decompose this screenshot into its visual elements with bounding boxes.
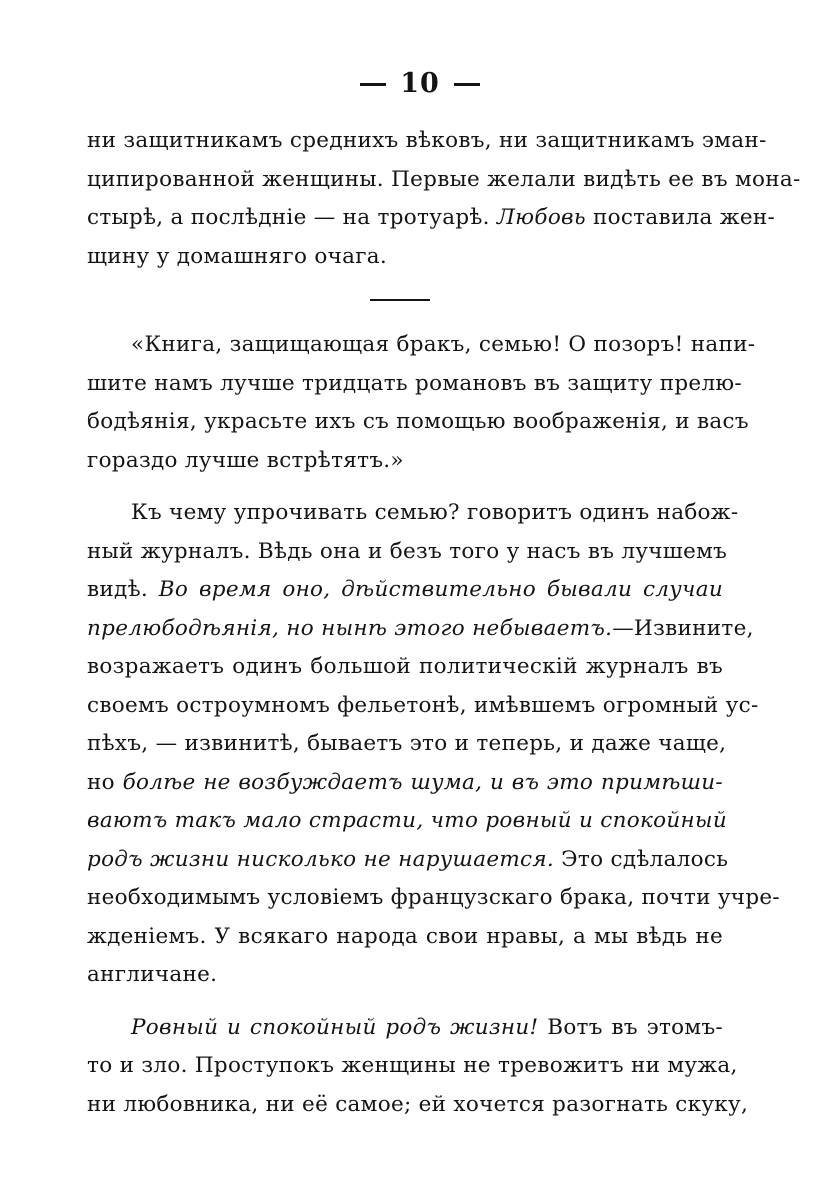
text-run: своемъ остроумномъ фельетонѣ, имѣвшемъ огромный ус- [87,692,759,718]
text-run: жденіемъ. У всякаго народа свои нравы, а мы вѣдь не [87,923,723,949]
text-line [87,687,759,726]
text-line [87,956,723,995]
text-run: стырѣ, а послѣдніе — на тротуарѣ. [87,205,497,230]
text-line [87,841,729,880]
text-run: —Извините, [612,615,754,641]
text-run: англичане. [87,962,218,987]
text-line [87,802,727,841]
text-run: шите намъ лучше тридцать романовъ въ защиту прелю- [87,370,742,396]
text-run: возражаетъ одинъ большой политическій журналъ въ [87,654,723,679]
italic-text: прелюбодѣянія, но нынѣ этого небываетъ. [87,615,613,641]
text-run: то и зло. Проступокъ женщины не тревожитъ ни мужа, [87,1053,738,1078]
text-run: ни защитникамъ среднихъ вѣковъ, ни защитникамъ эман- [87,128,767,153]
text-line [87,648,723,687]
text-line [87,122,767,161]
text-run: ный журналъ. Вѣдь она и безъ того у насъ въ лучшемъ [87,538,728,564]
text-run: Вотъ въ этомъ- [538,1014,723,1040]
text-line [87,918,723,957]
text-run: щину у домашняго очага. [87,243,388,269]
text-run: видѣ. [87,577,159,602]
text-line [87,610,754,649]
text-run: необходимымъ условіемъ французскаго брака, почти учре- [87,885,780,910]
text-line [87,238,723,277]
text-line [87,533,728,572]
text-line [87,199,776,238]
page-number: 10 [400,68,440,99]
text-line [87,1047,738,1086]
italic-text: болѣе не возбуждаетъ шума, и въ это примѣши- [122,769,723,795]
italic-text: родъ жизни нисколько не нарушается. [87,846,555,872]
page-header [0,68,840,99]
section-separator [87,276,723,326]
italic-text: Во время оно, дѣйствительно бывали случаи [158,577,723,602]
text-run: ципированной женщины. Первые желали видѣть ее въ мона- [87,166,801,192]
italic-text: ваютъ такъ мало страсти, что ровный и спокойный [87,808,727,833]
text-line [87,1009,723,1048]
italic-text: Любовь [496,205,586,230]
text-line [87,571,723,610]
text-line [87,879,780,918]
text-run: гораздо лучше встрѣтятъ.» [87,447,404,473]
paragraph [87,1009,749,1125]
text-run: Это сдѣлалось [554,846,729,872]
text-line [87,1086,749,1125]
text-run: но [87,769,123,795]
text-line [87,442,723,481]
paragraph [87,122,801,276]
text-run: «Книга, защищающая бракъ, семью! О позоръ! напи- [131,332,756,357]
italic-text: Ровный и спокойный родъ жизни! [131,1014,539,1040]
text-run: бодѣянія, украсьте ихъ съ помощью воображенія, и васъ [87,409,749,434]
text-run: ни любовника, ни её самое; ей хочется разогнать скуку, [87,1091,749,1117]
header-dash-right [454,83,480,86]
text-line [87,365,742,404]
text-line [87,725,727,764]
paragraph [87,494,780,995]
text-line [87,326,756,365]
text-run: поставила жен- [585,205,776,230]
text-line [87,403,749,442]
quote-paragraph [87,326,756,480]
text-line [87,161,801,200]
separator-rule [370,299,430,301]
text-line [87,764,723,803]
text-run: Къ чему упрочивать семью? говоритъ одинъ набож- [131,500,739,525]
text-run: пѣхъ, — извинитѣ, бываетъ это и теперь, и даже чаще, [87,731,727,756]
page-body [87,122,801,1124]
text-line [87,494,739,533]
header-dash-left [360,83,386,86]
